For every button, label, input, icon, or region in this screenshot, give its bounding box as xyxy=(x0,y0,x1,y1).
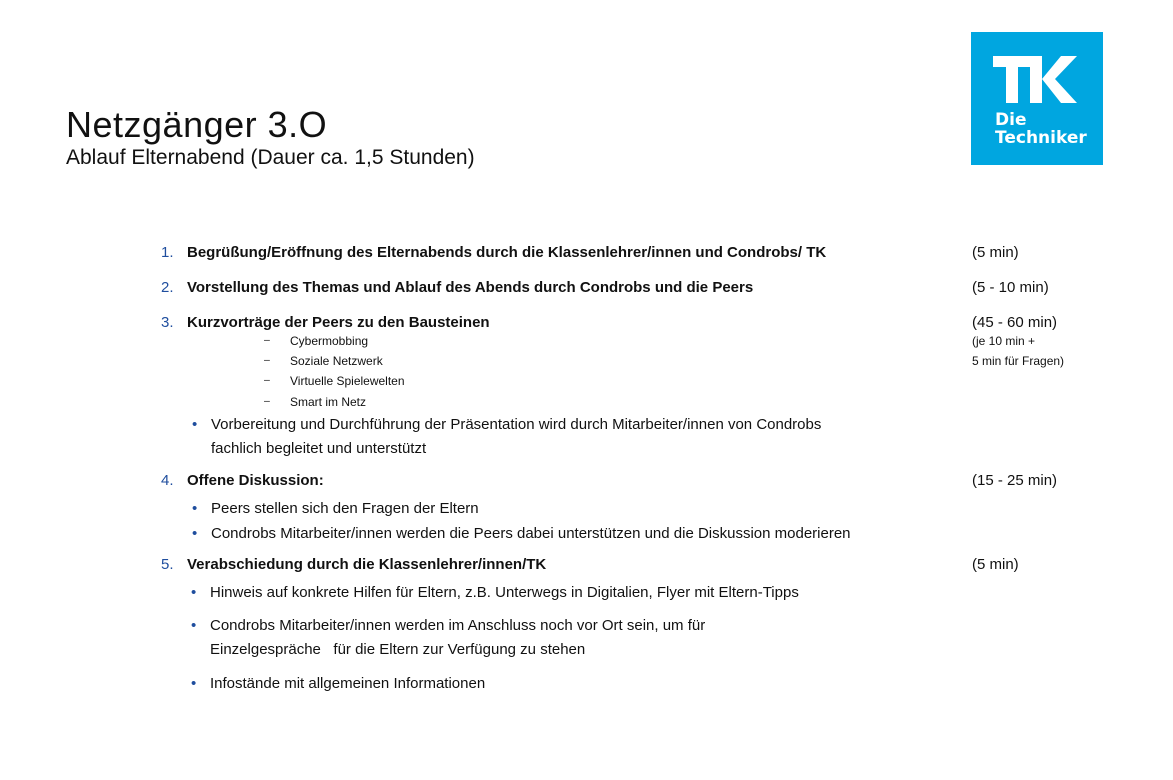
bullet-text: Condrobs Mitarbeiter/innen werden im Anschluss noch vor Ort sein, um für xyxy=(210,617,706,634)
dash-icon: – xyxy=(264,395,270,407)
bullet-icon: • xyxy=(191,675,197,692)
agenda-item-number: 1. xyxy=(161,244,174,261)
bullet-text: Vorbereitung und Durchführung der Präsentation wird durch Mitarbeiter/innen von Condrobs xyxy=(211,416,822,433)
agenda-item-duration: (15 - 25 min) xyxy=(972,472,1058,489)
bullet-text: fachlich begleitet und unterstützt xyxy=(211,440,427,457)
bullet-text: Peers stellen sich den Fragen der Eltern xyxy=(211,500,479,517)
dash-icon: – xyxy=(264,334,270,346)
sub-item-label: Smart im Netz xyxy=(290,395,367,409)
bullet-icon: • xyxy=(191,584,197,601)
agenda-item-duration: (45 - 60 min) xyxy=(972,314,1058,331)
bullet-icon: • xyxy=(192,525,198,542)
bullet-text: Condrobs Mitarbeiter/innen werden die Peers dabei unterstützen und die Diskussion moderieren xyxy=(211,525,851,542)
tk-logo-mark-icon xyxy=(993,56,1079,110)
duration-note: 5 min für Fragen) xyxy=(972,354,1065,368)
page-title: Netzgänger 3.O xyxy=(66,104,328,145)
sub-item-label: Cybermobbing xyxy=(290,334,369,348)
bullet-text: Infostände mit allgemeinen Informationen xyxy=(210,675,486,692)
agenda-item-number: 5. xyxy=(161,556,174,573)
agenda-item-number: 2. xyxy=(161,279,174,296)
logo-text-line1: Die xyxy=(995,110,1027,130)
agenda-item-title: Kurzvorträge der Peers zu den Bausteinen xyxy=(187,314,490,331)
agenda-item-duration: (5 - 10 min) xyxy=(972,279,1049,296)
dash-icon: – xyxy=(264,374,270,386)
agenda-item-number: 3. xyxy=(161,314,174,331)
page-subtitle: Ablauf Elternabend (Dauer ca. 1,5 Stunden) xyxy=(66,146,475,169)
sub-item-label: Virtuelle Spielewelten xyxy=(290,374,405,388)
duration-note: (je 10 min + xyxy=(972,334,1036,348)
agenda-item-duration: (5 min) xyxy=(972,244,1019,261)
bullet-text: Hinweis auf konkrete Hilfen für Eltern, z.B. Unterwegs in Digitalien, Flyer mit Eltern-Tipps xyxy=(210,584,799,601)
agenda-item-title: Vorstellung des Themas und Ablauf des Abends durch Condrobs und die Peers xyxy=(187,279,754,296)
bullet-icon: • xyxy=(192,500,198,517)
logo-text-line2: Techniker xyxy=(995,128,1087,148)
agenda-item-title: Offene Diskussion: xyxy=(187,472,324,489)
agenda-item-number: 4. xyxy=(161,472,174,489)
agenda-item-title: Begrüßung/Eröffnung des Elternabends durch die Klassenlehrer/innen und Condrobs/ TK xyxy=(187,244,827,261)
sub-item-label: Soziale Netzwerk xyxy=(290,354,383,368)
agenda-item-title: Verabschiedung durch die Klassenlehrer/innen/TK xyxy=(187,556,547,573)
agenda-item-duration: (5 min) xyxy=(972,556,1019,573)
bullet-icon: • xyxy=(192,416,198,433)
dash-icon: – xyxy=(264,354,270,366)
bullet-text: Einzelgespräche für die Eltern zur Verfügung zu stehen xyxy=(210,641,586,658)
tk-logo xyxy=(971,32,1103,165)
bullet-icon: • xyxy=(191,617,197,634)
